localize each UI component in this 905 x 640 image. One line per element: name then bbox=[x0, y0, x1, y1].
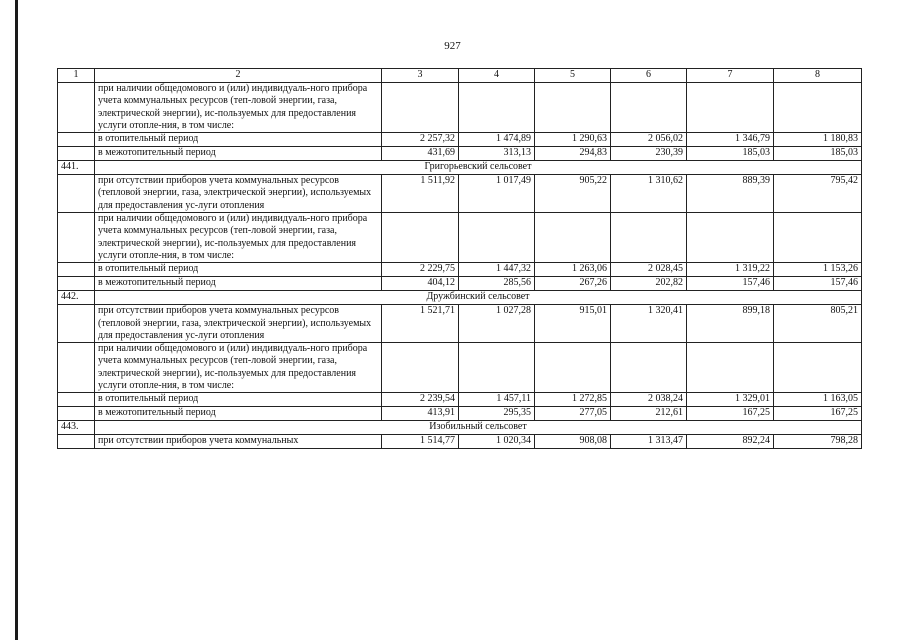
value-cell: 202,82 bbox=[611, 277, 687, 291]
section-title: Григорьевский сельсовет bbox=[95, 161, 862, 175]
row-number-cell bbox=[58, 407, 95, 421]
value-cell: 167,25 bbox=[687, 407, 774, 421]
value-cell-empty bbox=[459, 83, 535, 133]
section-number: 442. bbox=[58, 291, 95, 305]
column-header: 3 bbox=[382, 69, 459, 83]
table-header-row bbox=[58, 69, 862, 83]
row-number-cell bbox=[58, 133, 95, 147]
row-label: в отопительный период bbox=[95, 393, 382, 407]
value-cell: 1 320,41 bbox=[611, 305, 687, 343]
table-row bbox=[58, 435, 862, 449]
description-row bbox=[58, 83, 862, 133]
value-cell-empty bbox=[382, 343, 459, 393]
value-cell-empty bbox=[774, 213, 862, 263]
value-cell: 1 263,06 bbox=[535, 263, 611, 277]
column-header: 4 bbox=[459, 69, 535, 83]
value-cell: 212,61 bbox=[611, 407, 687, 421]
row-description: при отсутствии приборов учета коммунальных ресурсов (тепловой энергии, газа, электрической энергии), используемых для предоставления ус-луги отопления bbox=[95, 305, 382, 343]
value-cell: 1 272,85 bbox=[535, 393, 611, 407]
tariff-table bbox=[57, 68, 862, 449]
row-label: в отопительный период bbox=[95, 263, 382, 277]
row-description: при наличии общедомового и (или) индивидуаль-ного прибора учета коммунальных ресурсов (теп-ловой энергии, газа, электрической энергии), ис-пользуемых для предоставления услуги отопле-ния, в том числе: bbox=[95, 213, 382, 263]
page-margin-bar bbox=[15, 0, 18, 640]
value-cell: 905,22 bbox=[535, 175, 611, 213]
value-cell: 431,69 bbox=[382, 147, 459, 161]
row-number-cell bbox=[58, 277, 95, 291]
value-cell: 798,28 bbox=[774, 435, 862, 449]
value-cell: 404,12 bbox=[382, 277, 459, 291]
value-cell: 1 474,89 bbox=[459, 133, 535, 147]
value-cell: 277,05 bbox=[535, 407, 611, 421]
column-header: 7 bbox=[687, 69, 774, 83]
value-cell: 1 017,49 bbox=[459, 175, 535, 213]
value-cell: 1 310,62 bbox=[611, 175, 687, 213]
row-number-cell bbox=[58, 175, 95, 213]
row-label: при отсутствии приборов учета коммунальных bbox=[95, 435, 382, 449]
description-row bbox=[58, 213, 862, 263]
row-number-cell bbox=[58, 83, 95, 133]
value-cell-empty bbox=[687, 83, 774, 133]
row-number-cell bbox=[58, 213, 95, 263]
value-cell: 2 028,45 bbox=[611, 263, 687, 277]
value-cell: 1 329,01 bbox=[687, 393, 774, 407]
value-cell: 795,42 bbox=[774, 175, 862, 213]
section-number: 443. bbox=[58, 421, 95, 435]
value-cell: 185,03 bbox=[774, 147, 862, 161]
column-header: 8 bbox=[774, 69, 862, 83]
row-number-cell bbox=[58, 305, 95, 343]
value-cell: 915,01 bbox=[535, 305, 611, 343]
value-cell-empty bbox=[774, 83, 862, 133]
column-header: 6 bbox=[611, 69, 687, 83]
value-cell: 294,83 bbox=[535, 147, 611, 161]
value-cell: 1 180,83 bbox=[774, 133, 862, 147]
row-number-cell bbox=[58, 263, 95, 277]
section-title: Дружбинский сельсовет bbox=[95, 291, 862, 305]
value-cell: 413,91 bbox=[382, 407, 459, 421]
row-number-cell bbox=[58, 147, 95, 161]
section-title: Изобильный сельсовет bbox=[95, 421, 862, 435]
value-cell-empty bbox=[774, 343, 862, 393]
value-cell: 2 257,32 bbox=[382, 133, 459, 147]
value-cell-empty bbox=[459, 343, 535, 393]
value-cell: 1 511,92 bbox=[382, 175, 459, 213]
value-cell: 185,03 bbox=[687, 147, 774, 161]
value-cell: 1 514,77 bbox=[382, 435, 459, 449]
value-cell: 2 038,24 bbox=[611, 393, 687, 407]
value-cell: 908,08 bbox=[535, 435, 611, 449]
value-cell: 230,39 bbox=[611, 147, 687, 161]
value-cell: 157,46 bbox=[687, 277, 774, 291]
value-cell-empty bbox=[611, 343, 687, 393]
value-cell: 2 239,54 bbox=[382, 393, 459, 407]
value-cell: 313,13 bbox=[459, 147, 535, 161]
row-description: при наличии общедомового и (или) индивидуаль-ного прибора учета коммунальных ресурсов (теп-ловой энергии, газа, электрической энергии), ис-пользуемых для предоставления услуги отопле-ния, в том числе: bbox=[95, 83, 382, 133]
table-row bbox=[58, 305, 862, 343]
value-cell: 1 313,47 bbox=[611, 435, 687, 449]
value-cell: 167,25 bbox=[774, 407, 862, 421]
row-number-cell bbox=[58, 393, 95, 407]
value-cell: 889,39 bbox=[687, 175, 774, 213]
value-cell-empty bbox=[687, 343, 774, 393]
value-cell: 267,26 bbox=[535, 277, 611, 291]
row-label: в межотопительный период bbox=[95, 407, 382, 421]
value-cell: 2 056,02 bbox=[611, 133, 687, 147]
value-cell: 1 346,79 bbox=[687, 133, 774, 147]
value-cell: 1 447,32 bbox=[459, 263, 535, 277]
value-cell-empty bbox=[459, 213, 535, 263]
value-cell-empty bbox=[687, 213, 774, 263]
section-row bbox=[58, 421, 862, 435]
table-row bbox=[58, 263, 862, 277]
value-cell: 285,56 bbox=[459, 277, 535, 291]
value-cell: 1 290,63 bbox=[535, 133, 611, 147]
value-cell: 295,35 bbox=[459, 407, 535, 421]
value-cell: 1 457,11 bbox=[459, 393, 535, 407]
column-header: 5 bbox=[535, 69, 611, 83]
value-cell: 899,18 bbox=[687, 305, 774, 343]
table-row bbox=[58, 277, 862, 291]
value-cell-empty bbox=[611, 213, 687, 263]
value-cell: 805,21 bbox=[774, 305, 862, 343]
value-cell: 2 229,75 bbox=[382, 263, 459, 277]
table-row bbox=[58, 175, 862, 213]
value-cell-empty bbox=[382, 83, 459, 133]
page-number: 927 bbox=[444, 40, 461, 52]
table-row bbox=[58, 147, 862, 161]
value-cell: 157,46 bbox=[774, 277, 862, 291]
row-description: при отсутствии приборов учета коммунальных ресурсов (тепловой энергии, газа, электрической энергии), используемых для предоставления ус-луги отопления bbox=[95, 175, 382, 213]
table-row bbox=[58, 133, 862, 147]
value-cell: 1 027,28 bbox=[459, 305, 535, 343]
value-cell-empty bbox=[535, 343, 611, 393]
value-cell: 1 521,71 bbox=[382, 305, 459, 343]
value-cell: 1 020,34 bbox=[459, 435, 535, 449]
column-header: 1 bbox=[58, 69, 95, 83]
section-number: 441. bbox=[58, 161, 95, 175]
value-cell: 1 319,22 bbox=[687, 263, 774, 277]
value-cell: 1 163,05 bbox=[774, 393, 862, 407]
value-cell-empty bbox=[382, 213, 459, 263]
section-row bbox=[58, 161, 862, 175]
table-row bbox=[58, 407, 862, 421]
value-cell-empty bbox=[535, 213, 611, 263]
row-label: в отопительный период bbox=[95, 133, 382, 147]
description-row bbox=[58, 343, 862, 393]
table-row bbox=[58, 393, 862, 407]
row-number-cell bbox=[58, 435, 95, 449]
row-number-cell bbox=[58, 343, 95, 393]
value-cell: 892,24 bbox=[687, 435, 774, 449]
row-label: в межотопительный период bbox=[95, 277, 382, 291]
column-header: 2 bbox=[95, 69, 382, 83]
row-description: при наличии общедомового и (или) индивидуаль-ного прибора учета коммунальных ресурсов (теп-ловой энергии, газа, электрической энергии), ис-пользуемых для предоставления услуги отопле-ния, в том числе: bbox=[95, 343, 382, 393]
value-cell: 1 153,26 bbox=[774, 263, 862, 277]
section-row bbox=[58, 291, 862, 305]
value-cell-empty bbox=[611, 83, 687, 133]
value-cell-empty bbox=[535, 83, 611, 133]
row-label: в межотопительный период bbox=[95, 147, 382, 161]
